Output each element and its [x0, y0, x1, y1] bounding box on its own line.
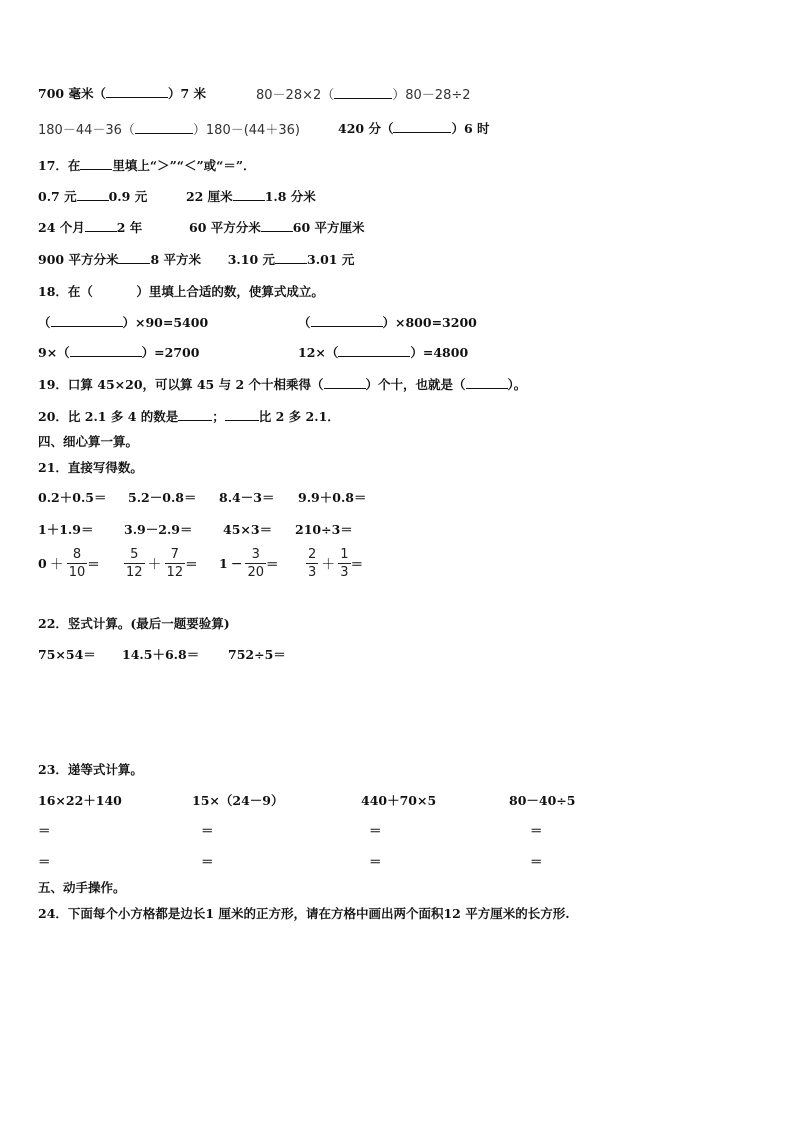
answer-blank[interactable] [51, 325, 123, 327]
answer-blank[interactable] [106, 96, 168, 98]
compare-expr-180: 180－44－36（ ）180－(44＋36) [38, 123, 300, 138]
answer-blank[interactable] [311, 325, 383, 327]
q20: 20．比 2.1 多 4 的数是 ； 比 2 多 2.1． [38, 409, 340, 424]
q21-calc: 9.9＋0.8＝ [298, 490, 367, 505]
q21-fraction-calc-2: $\frac{5}{12}$ ＋ $\frac{7}{12}$ ＝ [126, 547, 198, 580]
q17-row-2: 24 个月 2 年 60 平方分米 60 平方厘米 [38, 220, 365, 235]
q23-equals: ＝ [369, 854, 382, 869]
q22-calc: 14.5＋6.8＝ [122, 647, 200, 662]
answer-blank[interactable] [261, 230, 293, 232]
q23-equals: ＝ [530, 823, 543, 838]
fraction: $\frac{3}{20}$ [247, 547, 264, 580]
q17-row-1: 0.7 元 0.9 元 22 厘米 1.8 分米 [38, 189, 316, 204]
q18-eq-b: （ ）×800=3200 [298, 315, 477, 330]
fraction: $\frac{8}{10}$ [68, 547, 86, 580]
section-5-heading: 五、动手操作。 [38, 880, 126, 895]
answer-blank[interactable] [338, 355, 410, 357]
fraction: $\frac{5}{12}$ [126, 547, 143, 580]
q21-calc: 1＋1.9＝ [38, 522, 94, 537]
q23-equals: ＝ [201, 854, 214, 869]
q23-expr: 15×（24－9） [192, 793, 284, 808]
q17-title: 17．在 里填上“＞”“＜”或“＝”． [38, 158, 256, 173]
q23-equals: ＝ [38, 823, 51, 838]
q18-eq-c: 9×（ ）=2700 [38, 345, 200, 360]
answer-blank[interactable] [275, 262, 307, 264]
q21-fraction-calc-1: 0 ＋ $\frac{8}{10}$ ＝ [38, 547, 100, 580]
q17-row-3: 900 平方分米 8 平方米 3.10 元 3.01 元 [38, 252, 355, 267]
q22-calc: 752÷5＝ [228, 647, 286, 662]
compare-expr-80: 80－28×2（ ）80－28÷2 [256, 88, 471, 103]
answer-blank[interactable] [77, 199, 109, 201]
q22-calc: 75×54＝ [38, 647, 96, 662]
fraction: $\frac{7}{12}$ [166, 547, 184, 580]
q23-equals: ＝ [201, 823, 214, 838]
answer-blank[interactable] [118, 262, 150, 264]
answer-blank[interactable] [135, 132, 193, 134]
q22-title: 22．竖式计算。(最后一题要验算) [38, 616, 230, 631]
answer-blank[interactable] [324, 387, 366, 389]
q18-eq-d: 12×（ ）=4800 [298, 345, 469, 360]
answer-blank[interactable] [393, 131, 451, 133]
q23-equals: ＝ [369, 823, 382, 838]
q21-fraction-calc-3: 1 − $\frac{3}{20}$ ＝ [219, 547, 279, 580]
q21-calc: 3.9－2.9＝ [124, 522, 193, 537]
q21-calc: 8.4－3＝ [219, 490, 275, 505]
q18-title: 18．在（ ）里填上合适的数，使算式成立。 [38, 284, 324, 299]
q23-equals: ＝ [530, 854, 543, 869]
q23-expr: 16×22＋140 [38, 793, 122, 808]
answer-blank[interactable] [70, 355, 142, 357]
answer-blank[interactable] [466, 387, 508, 389]
answer-blank[interactable] [85, 230, 117, 232]
q23-expr: 440＋70×5 [361, 793, 437, 808]
q18-eq-a: （ ）×90=5400 [38, 315, 209, 330]
q21-fraction-calc-4: $\frac{2}{3}$ ＋ $\frac{1}{3}$ ＝ [308, 547, 364, 580]
answer-blank[interactable] [178, 419, 212, 421]
q19: 19．口算 45×20，可以算 45 与 2 个十相乘得（ ）个十，也就是（ ）。 [38, 377, 527, 392]
section-4-heading: 四、细心算一算。 [38, 434, 139, 449]
fraction: $\frac{2}{3}$ [308, 547, 317, 580]
q23-equals: ＝ [38, 854, 51, 869]
compare-700mm-7m: 700 毫米（ ）7 米 [38, 86, 207, 101]
answer-blank[interactable] [233, 199, 265, 201]
q24: 24．下面每个小方格都是边长1 厘米的正方形，请在方格中画出两个面积12 平方厘米的长方形. [38, 906, 570, 921]
q21-title: 21．直接写得数。 [38, 460, 143, 475]
answer-blank[interactable] [334, 97, 392, 99]
q21-calc: 45×3＝ [223, 522, 273, 537]
fraction: $\frac{1}{3}$ [340, 547, 349, 580]
q21-calc: 5.2－0.8＝ [128, 490, 197, 505]
q21-calc: 210÷3＝ [295, 522, 353, 537]
q23-expr: 80－40÷5 [509, 793, 576, 808]
answer-blank[interactable] [225, 419, 259, 421]
q21-calc: 0.2＋0.5＝ [38, 490, 107, 505]
title-blank [80, 168, 112, 170]
q23-title: 23．递等式计算。 [38, 762, 143, 777]
compare-420min-6h: 420 分（ ）6 时 [338, 121, 490, 136]
